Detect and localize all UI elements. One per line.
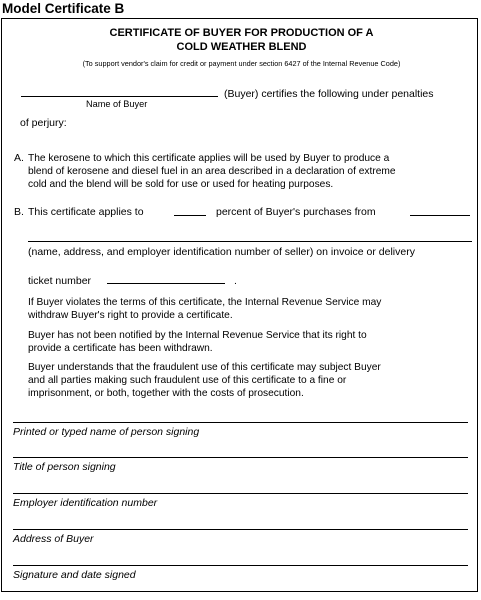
employer-id-label: Employer identification number (13, 497, 158, 509)
buyer-address-label: Address of Buyer (13, 533, 94, 545)
section-b-letter: B. (14, 206, 24, 218)
ticket-number-period: . (234, 275, 237, 287)
seller-name-field[interactable] (410, 215, 470, 216)
signature-date-field[interactable] (13, 565, 468, 566)
paragraph-1-line2: withdraw Buyer's right to provide a certificate. (28, 310, 233, 321)
buyer-name-field[interactable] (21, 96, 218, 97)
title-label: Title of person signing (13, 461, 116, 473)
certificate-title-line2: COLD WEATHER BLEND (176, 41, 307, 53)
paragraph-3-line3: imprisonment, or both, together with the costs of prosecution. (28, 388, 304, 399)
section-a-letter: A. (14, 152, 24, 164)
paragraph-2-line1: Buyer has not been notified by the Internal Revenue Service that its right to (28, 330, 367, 341)
section-a-line3: cold and the blend will be sold for use or used for heating purposes. (28, 179, 334, 190)
buyer-name-label: Name of Buyer (86, 99, 148, 109)
paragraph-1-line1: If Buyer violates the terms of this certificate, the Internal Revenue Service may (28, 297, 382, 308)
title-field[interactable] (13, 457, 468, 458)
perjury-text: of perjury: (20, 117, 67, 129)
section-a-text (28, 152, 465, 191)
certificate-frame (1, 18, 478, 592)
paragraph-3-line2: and all parties making such fraudulent use of this certificate to a fine or (28, 375, 347, 386)
percent-field[interactable] (174, 215, 206, 216)
paragraph-2-line2: provide a certificate has been withdrawn. (28, 343, 213, 354)
certificate-title-line1: CERTIFICATE OF BUYER FOR PRODUCTION OF A (109, 27, 374, 39)
buyer-address-field[interactable] (13, 529, 468, 530)
seller-details-text: (name, address, and employer identification number of seller) on invoice or delivery (28, 246, 415, 258)
section-a-line2: blend of kerosene and diesel fuel in an area described in a declaration of extreme (28, 166, 396, 177)
signature-date-label: Signature and date signed (13, 569, 136, 581)
section-b-part2: percent of Buyer's purchases from (216, 206, 376, 218)
paragraph-2 (28, 329, 465, 355)
page-heading: Model Certificate B (2, 1, 125, 16)
ticket-number-label: ticket number (28, 275, 92, 287)
seller-details-field[interactable] (28, 241, 472, 242)
printed-name-label: Printed or typed name of person signing (13, 426, 200, 438)
section-a-line1: The kerosene to which this certificate applies will be used by Buyer to produce a (28, 153, 390, 164)
paragraph-3-line1: Buyer understands that the fraudulent use of this certificate may subject Buyer (28, 362, 381, 373)
printed-name-field[interactable] (13, 422, 468, 423)
certificate-subtitle: (To support vendor's claim for credit or payment under section 6427 of the Internal Revenue Code) (82, 59, 401, 68)
paragraph-3 (28, 361, 465, 400)
employer-id-field[interactable] (13, 493, 468, 494)
certifies-text: (Buyer) certifies the following under penalties (224, 88, 434, 100)
section-b-part1: This certificate applies to (28, 206, 144, 218)
ticket-number-field[interactable] (107, 283, 225, 284)
paragraph-1 (28, 296, 465, 322)
